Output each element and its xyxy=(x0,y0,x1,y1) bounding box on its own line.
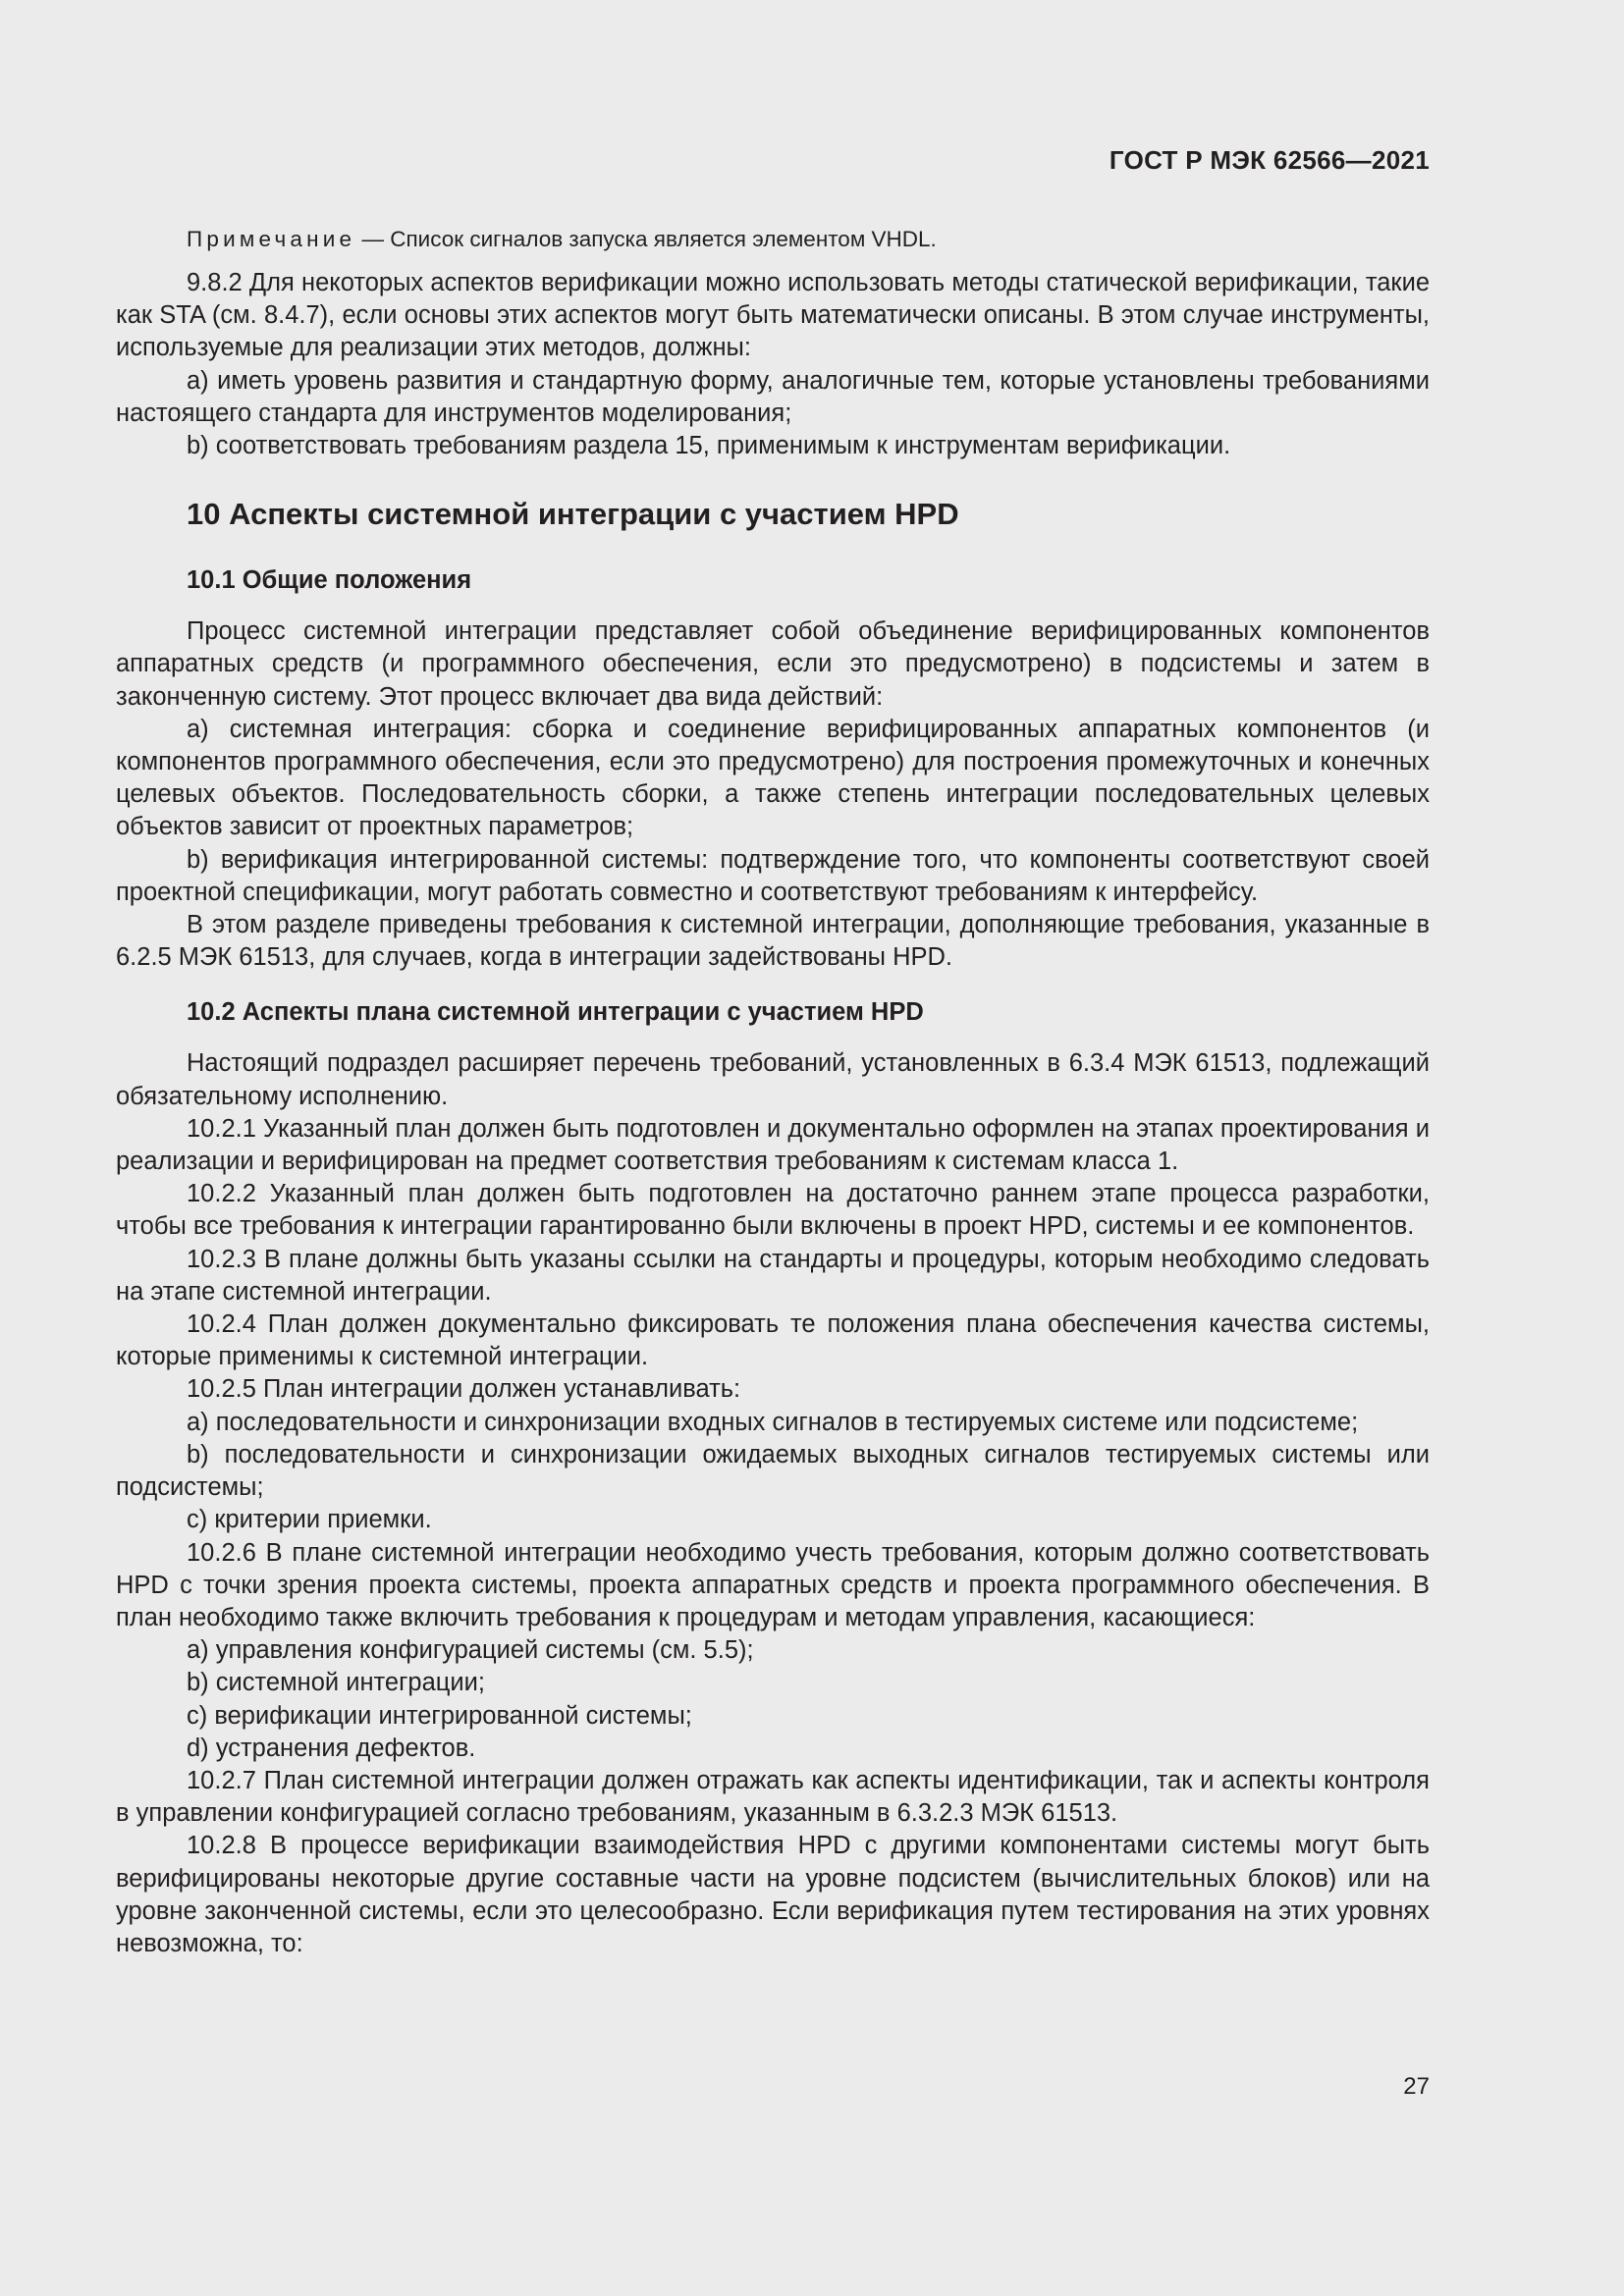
paragraph: Настоящий подраздел расширяет перечень требований, установленных в 6.3.4 МЭК 61513, подлежащий обязательному исполнению. xyxy=(116,1049,1430,1110)
paragraph-10-2-4: 10.2.4 План должен документально фиксировать те положения плана обеспечения качества системы, которые применимы к системной интеграции. xyxy=(116,1310,1430,1371)
paragraph-10-2-2: 10.2.2 Указанный план должен быть подготовлен на достаточно раннем этапе процесса разработки, чтобы все требования к интеграции гарантированно были включены в проект HPD, системы и ее компонентов. xyxy=(116,1180,1430,1241)
list-item: b) верификация интегрированной системы: подтверждение того, что компоненты соответствуют своей проектной спецификации, могут работать совместно и соответствуют требованиям к интерфейсу. xyxy=(116,845,1430,906)
list-item: a) последовательности и синхронизации входных сигналов в тестируемых системе или подсистеме; xyxy=(187,1408,1359,1436)
list-item-a: a) иметь уровень развития и стандартную форму, аналогичные тем, которые установлены требованиями настоящего стандарта для инструментов моделирования; xyxy=(116,366,1430,427)
note-label: Примечание xyxy=(187,227,356,251)
note-text: — Список сигналов запуска является элементом VHDL. xyxy=(355,227,937,251)
section-10-1-title: 10.1 Общие положения xyxy=(187,566,472,595)
section-10-2-title: 10.2 Аспекты плана системной интеграции с участием HPD xyxy=(187,998,924,1027)
list-item: a) управления конфигурацией системы (см. 5.5); xyxy=(187,1636,754,1665)
list-item: b) системной интеграции; xyxy=(187,1669,485,1697)
paragraph: В этом разделе приведены требования к системной интеграции, дополняющие требования, указанные в 6.2.5 МЭК 61513, для случаев, когда в интеграции задействованы HPD. xyxy=(116,911,1430,972)
page-number: 27 xyxy=(1403,2073,1430,2100)
note xyxy=(116,222,1430,257)
paragraph-10-2-6: 10.2.6 В плане системной интеграции необходимо учесть требования, которым должно соответствовать HPD с точки зрения проекта системы, проекта аппаратных средств и проекта программного обеспечения. В план необходимо также включить требования к процедурам и методам управления, касающиеся: xyxy=(116,1538,1430,1631)
list-item: c) критерии приемки. xyxy=(187,1506,432,1534)
paragraph-9-8-2: 9.8.2 Для некоторых аспектов верификации можно использовать методы статической верификации, такие как STA (см. 8.4.7), если основы этих аспектов могут быть математически описаны. В этом случае инструменты, используемые для реализации этих методов, должны: xyxy=(116,269,1430,362)
paragraph-10-2-3: 10.2.3 В плане должны быть указаны ссылки на стандарты и процедуры, которым необходимо следовать на этапе системной интеграции. xyxy=(116,1245,1430,1306)
paragraph-10-2-7: 10.2.7 План системной интеграции должен отражать как аспекты идентификации, так и аспекты контроля в управлении конфигурацией согласно требованиям, указанным в 6.3.2.3 МЭК 61513. xyxy=(116,1766,1430,1828)
list-item: c) верификации интегрированной системы; xyxy=(187,1701,692,1730)
paragraph-10-2-1: 10.2.1 Указанный план должен быть подготовлен и документально оформлен на этапах проектирования и реализации и верифицирован на предмет соответствия требованиям к системам класса 1. xyxy=(116,1114,1430,1176)
list-item: a) системная интеграция: сборка и соединение верифицированных аппаратных компонентов (и компонентов программного обеспечения, если это предусмотрено) для построения промежуточных и конечных целевых объектов. Последовательность сборки, а также степень интеграции последовательных целевых объектов зависит от проектных параметров; xyxy=(116,715,1430,841)
list-item-b: b) соответствовать требованиям раздела 15, применимым к инструментам верификации. xyxy=(187,432,1231,460)
page-content xyxy=(116,222,1430,1960)
paragraph: Процесс системной интеграции представляет собой объединение верифицированных компонентов аппаратных средств (и программного обеспечения, если это предусмотрено) в подсистемы и затем в законченную систему. Этот процесс включает два вида действий: xyxy=(116,617,1430,711)
list-item: b) последовательности и синхронизации ожидаемых выходных сигналов тестируемых системы или подсистемы; xyxy=(116,1440,1430,1502)
paragraph-10-2-8: 10.2.8 В процессе верификации взаимодействия HPD с другими компонентами системы могут быть верифицированы некоторые другие составные части на уровне подсистем (вычислительных блоков) или на уровне законченной системы, если это целесообразно. Если верификация путем тестирования на этих уровнях невозможна, то: xyxy=(116,1832,1430,1957)
paragraph-10-2-5: 10.2.5 План интеграции должен устанавливать: xyxy=(187,1375,741,1404)
section-10-title: 10 Аспекты системной интеграции с участием HPD xyxy=(187,497,959,532)
document-header: ГОСТ Р МЭК 62566—2021 xyxy=(1109,145,1430,175)
list-item: d) устранения дефектов. xyxy=(187,1734,476,1762)
